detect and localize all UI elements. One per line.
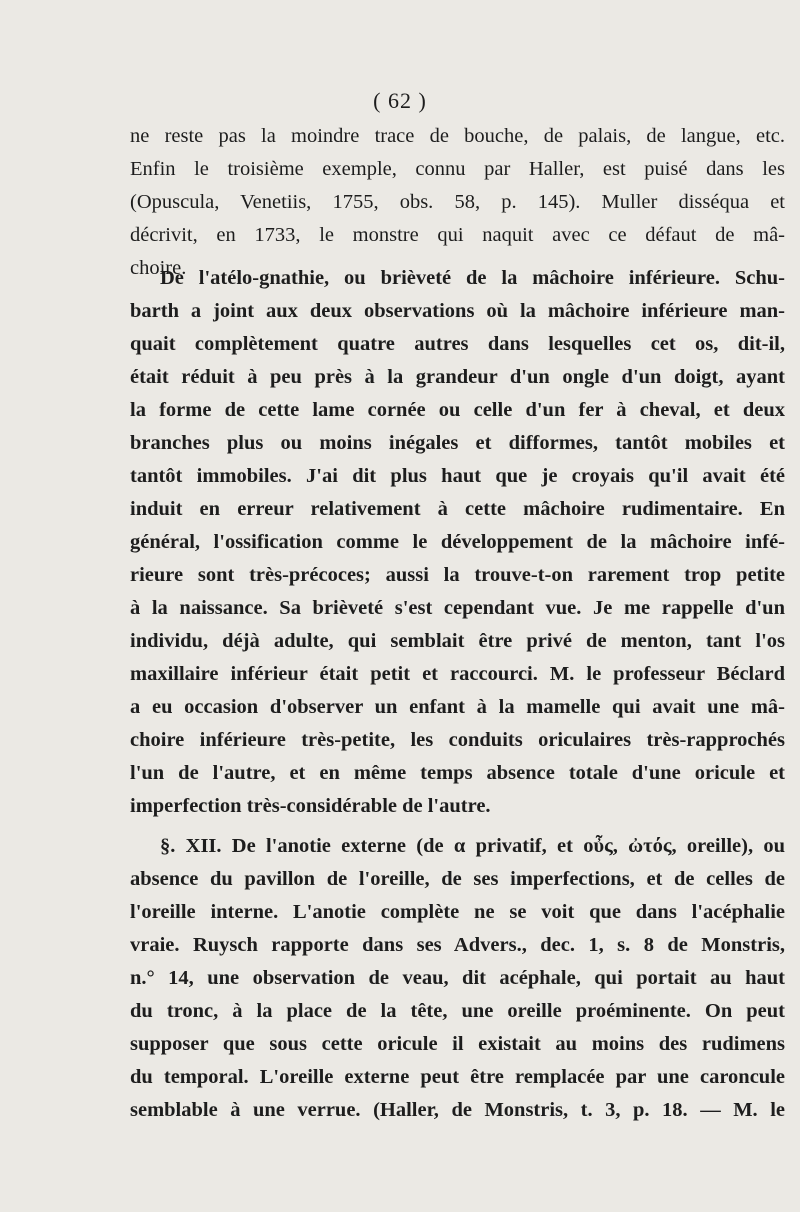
text-line: choire. (130, 257, 187, 279)
text-line: (Opuscula, Venetiis, 1755, obs. 58, p. 145). Muller disséqua et (130, 191, 785, 213)
text-line: du temporal. L'oreille externe peut être remplacée par une caroncule (130, 1066, 785, 1088)
text-line: supposer que sous cette oricule il existait au moins des rudimens (130, 1033, 785, 1055)
text-line: tantôt immobiles. J'ai dit plus haut que je croyais qu'il avait été (130, 465, 785, 487)
text-line: ne reste pas la moindre trace de bouche, de palais, de langue, etc. (130, 125, 785, 147)
text-line: branches plus ou moins inégales et difformes, tantôt mobiles et (130, 432, 785, 454)
text-line: De l'atélo-gnathie, ou brièveté de la mâchoire inférieure. Schu- (160, 267, 785, 289)
text-line: à la naissance. Sa brièveté s'est cependant vue. Je me rappelle d'un (130, 597, 785, 619)
paragraph-2 (130, 262, 785, 823)
text-line: a eu occasion d'observer un enfant à la mamelle qui avait une mâ- (130, 696, 785, 718)
text-line: du tronc, à la place de la tête, une oreille proéminente. On peut (130, 1000, 785, 1022)
text-line: vraie. Ruysch rapporte dans ses Advers., dec. 1, s. 8 de Monstris, (130, 934, 785, 956)
paragraph-1 (130, 120, 785, 285)
text-line: n.° 14, une observation de veau, dit acéphale, qui portait au haut (130, 967, 785, 989)
text-line: l'oreille interne. L'anotie complète ne se voit que dans l'acéphalie (130, 901, 785, 923)
paragraph-3 (130, 830, 785, 1127)
text-line: la forme de cette lame cornée ou celle d'un fer à cheval, et deux (130, 399, 785, 421)
text-line: l'un de l'autre, et en même temps absence totale d'une oricule et (130, 762, 785, 784)
text-line: imperfection très-considérable de l'autre. (130, 795, 491, 817)
page-number: ( 62 ) (373, 88, 427, 113)
text-line: §. XII. De l'anotie externe (de α privatif, et οὖς, ὠτός, oreille), ou (160, 835, 785, 857)
text-line: choire inférieure très-petite, les conduits oriculaires très-rapprochés (130, 729, 785, 751)
text-line: barth a joint aux deux observations où la mâchoire inférieure man- (130, 300, 785, 322)
text-line: quait complètement quatre autres dans lesquelles cet os, dit-il, (130, 333, 785, 355)
text-line: absence du pavillon de l'oreille, de ses imperfections, et de celles de (130, 868, 785, 890)
text-line: général, l'ossification comme le développement de la mâchoire infé- (130, 531, 785, 553)
text-line: Enfin le troisième exemple, connu par Haller, est puisé dans les (130, 158, 785, 180)
text-line: était réduit à peu près à la grandeur d'un ongle d'un doigt, ayant (130, 366, 785, 388)
text-line: maxillaire inférieur était petit et raccourci. M. le professeur Béclard (130, 663, 785, 685)
text-line: semblable à une verrue. (Haller, de Monstris, t. 3, p. 18. — M. le (130, 1099, 785, 1121)
text-line: induit en erreur relativement à cette mâchoire rudimentaire. En (130, 498, 785, 520)
text-line: décrivit, en 1733, le monstre qui naquit avec ce défaut de mâ- (130, 224, 785, 246)
text-line: individu, déjà adulte, qui semblait être privé de menton, tant l'os (130, 630, 785, 652)
text-line: rieure sont très-précoces; aussi la trouve-t-on rarement trop petite (130, 564, 785, 586)
